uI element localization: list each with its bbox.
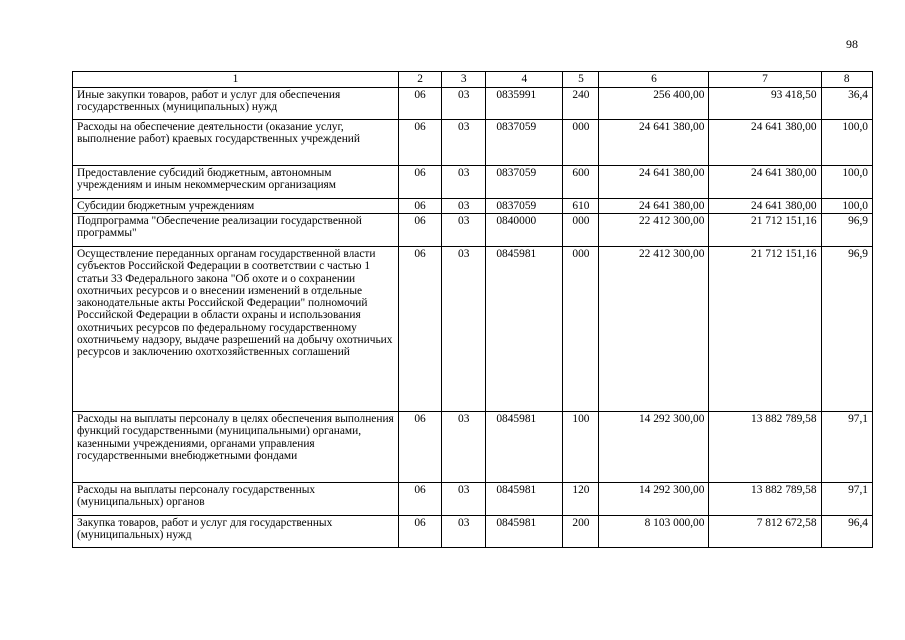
header-row	[73, 72, 873, 88]
row-expense-type: 000	[563, 247, 599, 412]
row-subsection: 03	[442, 412, 486, 483]
row-expense-type: 100	[563, 412, 599, 483]
header-cell: 4	[486, 72, 563, 88]
row-expense-type: 610	[563, 199, 599, 214]
row-expense-type: 000	[563, 214, 599, 247]
row-name: Подпрограмма "Обеспечение реализации государственной программы"	[73, 214, 399, 247]
row-target-article: 0837059	[486, 120, 563, 166]
row-executed: 24 641 380,00	[709, 166, 821, 199]
table-row	[73, 166, 873, 199]
table-row	[73, 88, 873, 120]
row-subsection: 03	[442, 199, 486, 214]
row-target-article: 0845981	[486, 247, 563, 412]
header-cell: 7	[709, 72, 821, 88]
header-cell: 5	[563, 72, 599, 88]
row-subsection: 03	[442, 516, 486, 548]
table-row	[73, 516, 873, 548]
row-subsection: 03	[442, 166, 486, 199]
row-percent: 96,4	[821, 516, 872, 548]
row-target-article: 0837059	[486, 166, 563, 199]
row-approved: 24 641 380,00	[599, 166, 709, 199]
row-executed: 93 418,50	[709, 88, 821, 120]
row-subsection: 03	[442, 483, 486, 516]
row-expense-type: 000	[563, 120, 599, 166]
table-row	[73, 412, 873, 483]
row-section: 06	[398, 247, 441, 412]
table-row	[73, 120, 873, 166]
row-executed: 21 712 151,16	[709, 247, 821, 412]
row-approved: 24 641 380,00	[599, 199, 709, 214]
row-percent: 96,9	[821, 214, 872, 247]
row-section: 06	[398, 214, 441, 247]
row-section: 06	[398, 412, 441, 483]
row-expense-type: 600	[563, 166, 599, 199]
row-subsection: 03	[442, 214, 486, 247]
row-expense-type: 200	[563, 516, 599, 548]
row-percent: 100,0	[821, 120, 872, 166]
row-section: 06	[398, 199, 441, 214]
row-subsection: 03	[442, 88, 486, 120]
row-subsection: 03	[442, 247, 486, 412]
row-target-article: 0845981	[486, 516, 563, 548]
table-header	[73, 72, 873, 88]
row-approved: 24 641 380,00	[599, 120, 709, 166]
row-percent: 100,0	[821, 199, 872, 214]
row-expense-type: 120	[563, 483, 599, 516]
row-approved: 14 292 300,00	[599, 483, 709, 516]
row-name: Иные закупки товаров, работ и услуг для обеспечения государственных (муниципальных) нужд	[73, 88, 399, 120]
page-number: 98	[846, 37, 858, 51]
table-row	[73, 247, 873, 412]
row-target-article: 0845981	[486, 483, 563, 516]
row-section: 06	[398, 516, 441, 548]
row-approved: 22 412 300,00	[599, 214, 709, 247]
row-executed: 24 641 380,00	[709, 120, 821, 166]
row-section: 06	[398, 483, 441, 516]
row-name: Расходы на выплаты персоналу в целях обеспечения выполнения функций государственными (муниципальными) органами, казенными учреждениями, органами управления государственными внебюджетными фондами	[73, 412, 399, 483]
row-approved: 14 292 300,00	[599, 412, 709, 483]
row-approved: 8 103 000,00	[599, 516, 709, 548]
row-executed: 13 882 789,58	[709, 483, 821, 516]
row-name: Расходы на обеспечение деятельности (оказание услуг, выполнение работ) краевых государственных учреждений	[73, 120, 399, 166]
row-percent: 97,1	[821, 412, 872, 483]
row-name: Расходы на выплаты персоналу государственных (муниципальных) органов	[73, 483, 399, 516]
header-cell: 1	[73, 72, 399, 88]
table-row	[73, 199, 873, 214]
budget-table	[72, 71, 873, 548]
row-name: Предоставление субсидий бюджетным, автономным учреждениям и иным некоммерческим организациям	[73, 166, 399, 199]
row-approved: 256 400,00	[599, 88, 709, 120]
row-percent: 100,0	[821, 166, 872, 199]
row-approved: 22 412 300,00	[599, 247, 709, 412]
table-body	[73, 88, 873, 548]
row-name: Осуществление переданных органам государственной власти субъектов Российской Федерации в соответствии с частью 1 статьи 33 Федерального закона "Об охоте и о сохранении охотничьих ресурсов и о внесении изменений в отдельные законодательные акты Российской Федерации" полномочий Российской Федерации в области охраны и использования охотничьих ресурсов по федеральному государственному охотничьему надзору, выдаче разрешений на добычу охотничьих ресурсов и заключению охотхозяйственных соглашений	[73, 247, 399, 412]
table-row	[73, 214, 873, 247]
row-percent: 96,9	[821, 247, 872, 412]
header-cell: 8	[821, 72, 872, 88]
row-section: 06	[398, 88, 441, 120]
row-subsection: 03	[442, 120, 486, 166]
row-section: 06	[398, 166, 441, 199]
header-cell: 3	[442, 72, 486, 88]
row-expense-type: 240	[563, 88, 599, 120]
table-row	[73, 483, 873, 516]
row-percent: 36,4	[821, 88, 872, 120]
row-target-article: 0837059	[486, 199, 563, 214]
row-target-article: 0845981	[486, 412, 563, 483]
header-cell: 6	[599, 72, 709, 88]
row-executed: 21 712 151,16	[709, 214, 821, 247]
row-name: Закупка товаров, работ и услуг для государственных (муниципальных) нужд	[73, 516, 399, 548]
header-cell: 2	[398, 72, 441, 88]
row-executed: 24 641 380,00	[709, 199, 821, 214]
row-section: 06	[398, 120, 441, 166]
row-target-article: 0840000	[486, 214, 563, 247]
row-executed: 7 812 672,58	[709, 516, 821, 548]
row-target-article: 0835991	[486, 88, 563, 120]
row-percent: 97,1	[821, 483, 872, 516]
row-name: Субсидии бюджетным учреждениям	[73, 199, 399, 214]
row-executed: 13 882 789,58	[709, 412, 821, 483]
